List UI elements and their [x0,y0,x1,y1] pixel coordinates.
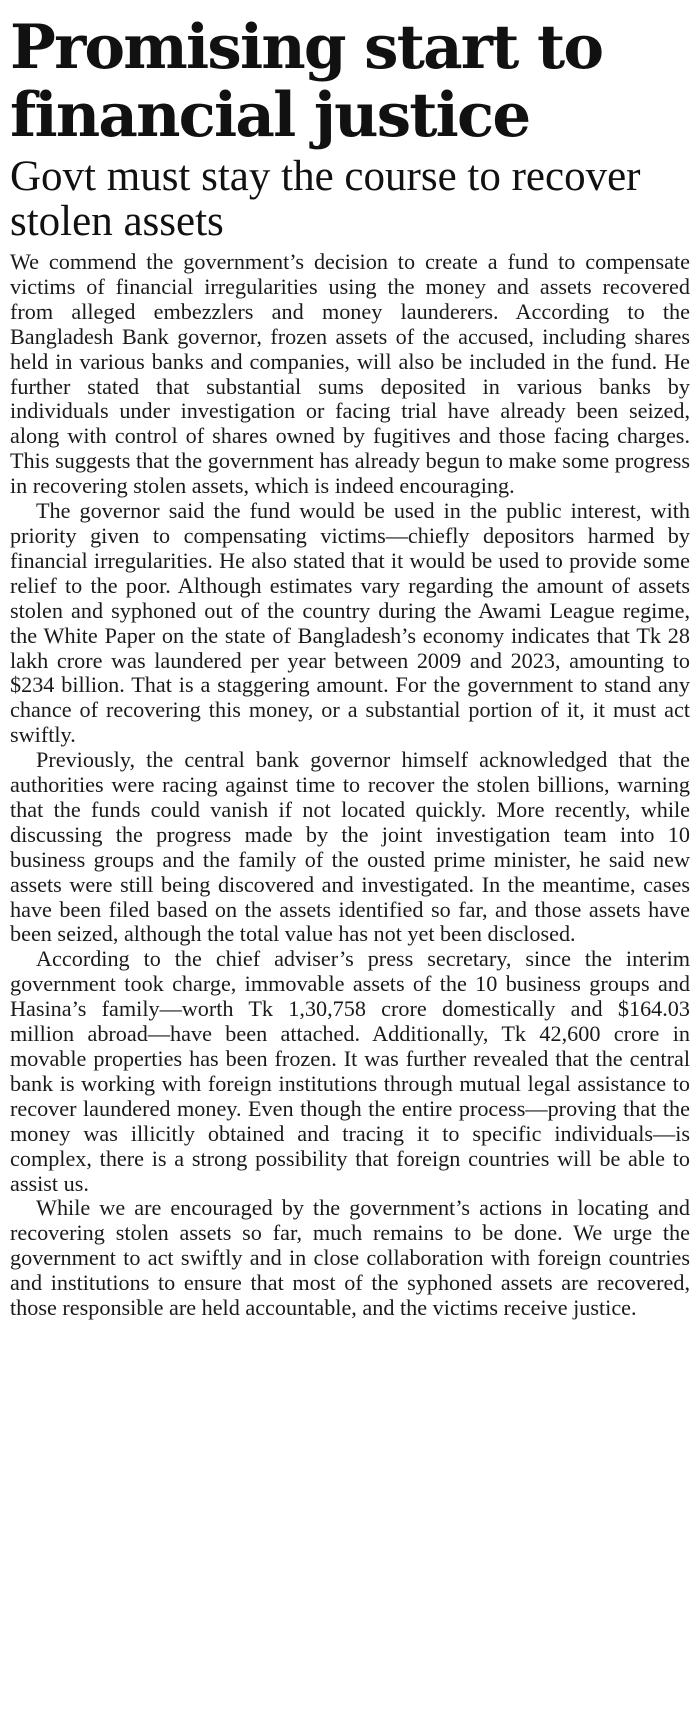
paragraph-3: Previously, the central bank governor himself acknowledged that the authorities were racing against time to recover the stolen billions, warning that the funds could vanish if not located quickly. More recently, while discussing the progress made by the joint investigation team into 10 business groups and the family of the ousted prime minister, he said new assets were still being discovered and investigated. In the meantime, cases have been filed based on the assets identified so far, and those assets have been seized, although the total value has not yet been disclosed. [10,747,690,947]
paragraph-1: We commend the government’s decision to create a fund to compensate victims of financial irregularities using the money and assets recovered from alleged embezzlers and money launderers. According to the Bangladesh Bank governor, frozen assets of the accused, including shares held in various banks and companies, will also be included in the fund. He further stated that substantial sums deposited in various banks by individuals under investigation or facing trial have already been seized, along with control of shares owned by fugitives and those facing charges. This suggests that the government has already begun to make some progress in recovering stolen assets, which is indeed encouraging. [10,249,690,499]
subheadline: Govt must stay the course to recover stolen assets [10,153,641,245]
article-body [10,250,690,1321]
paragraph-4: According to the chief adviser’s press secretary, since the interim government took charge, immovable assets of the 10 business groups and Hasina’s family—worth Tk 1,30,758 crore domestically and $164.03 million abroad—have been attached. Additionally, Tk 42,600 crore in movable properties has been frozen. It was further revealed that the central bank is working with foreign institutions through mutual legal assistance to recover laundered money. Even though the entire process—proving that the money was illicitly obtained and tracing it to specific individuals—is complex, there is a strong possibility that foreign countries will be able to assist us. [10,946,690,1196]
paragraph-2: The governor said the fund would be used in the public interest, with priority given to compensating victims—chiefly depositors harmed by financial irregularities. He also stated that it would be used to provide some relief to the poor. Although estimates vary regarding the amount of assets stolen and syphoned out of the country during the Awami League regime, the White Paper on the state of Bangladesh’s economy indicates that Tk 28 lakh crore was laundered per year between 2009 and 2023, amounting to $234 billion. That is a staggering amount. For the government to stand any chance of recovering this money, or a substantial portion of it, it must act swiftly. [10,498,690,748]
headline: Promising start to financial justice [10,12,603,151]
paragraph-5: While we are encouraged by the government’s actions in locating and recovering stolen assets so far, much remains to be done. We urge the government to act swiftly and in close collaboration with foreign countries and institutions to ensure that most of the syphoned assets are recovered, those responsible are held accountable, and the victims receive justice. [10,1195,690,1321]
